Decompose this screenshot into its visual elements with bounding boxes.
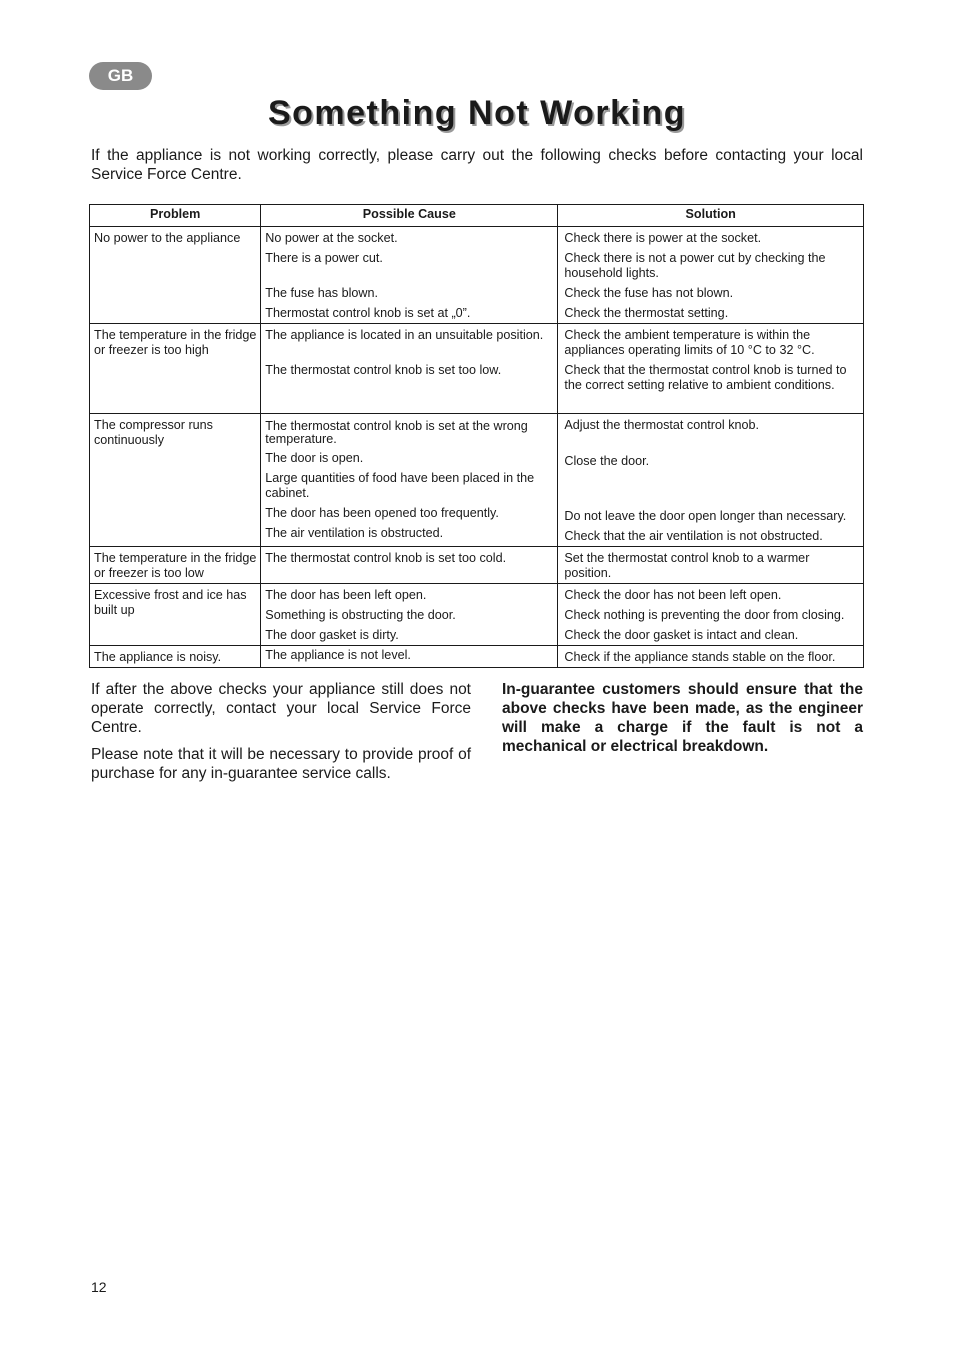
problem-cell: No power to the appliance: [90, 227, 261, 324]
cause-cell: [261, 324, 558, 414]
page-number: 12: [91, 1279, 107, 1295]
cause-item: The air ventilation is obstructed.: [265, 526, 444, 540]
table-row: [90, 646, 864, 668]
problem-cell: The temperature in the fridge or freezer is too low: [90, 547, 261, 584]
table-row: [90, 324, 864, 414]
cause-item: The door gasket is dirty.: [265, 628, 399, 642]
solution-cell: [558, 414, 864, 547]
problem-cell: The compressor runs continuously: [90, 414, 261, 547]
table-row: [90, 584, 864, 646]
table-row: [90, 414, 864, 547]
solution-item: Check the door gasket is intact and clean.: [564, 628, 799, 642]
solution-item: Check the door has not been left open.: [564, 588, 782, 602]
solution-item: Check the ambient temperature is within the appliances operating limits of 10 °C to 32 °C.: [564, 328, 815, 357]
page-title: Something Not Working: [267, 94, 687, 132]
solution-cell: [558, 324, 864, 414]
problem-cell: The appliance is noisy.: [90, 646, 261, 668]
solution-item: Set the thermostat control knob to a warmer position.: [564, 551, 810, 580]
cause-cell: [261, 227, 558, 324]
intro-paragraph: If the appliance is not working correctly, please carry out the following checks before contacting your local Service Force Centre.: [91, 147, 863, 183]
cause-cell: [261, 584, 558, 646]
after-checks-notes: [91, 680, 471, 791]
table-row: [90, 227, 864, 324]
solution-cell: [558, 646, 864, 668]
solution-cell: [558, 227, 864, 324]
column-header-problem: Problem: [90, 205, 261, 227]
solution-item: Check the thermostat setting.: [564, 306, 729, 320]
cause-item: The door has been opened too frequently.: [265, 506, 499, 520]
problem-cell: The temperature in the fridge or freezer is too high: [90, 324, 261, 414]
cause-item: The door is open.: [265, 451, 364, 465]
problem-cell: Excessive frost and ice has built up: [90, 584, 261, 646]
cause-item: The thermostat control knob is set too cold.: [265, 551, 507, 565]
contact-service-paragraph: If after the above checks your appliance still does not operate correctly, contact your local Service Force Centre.: [91, 681, 471, 736]
guarantee-notice: In-guarantee customers should ensure that the above checks have been made, as the engineer will make a charge if the fault is not a mechanical or electrical breakdown.: [502, 681, 863, 755]
cause-cell: [261, 414, 558, 547]
cause-item: Something is obstructing the door.: [265, 608, 456, 622]
cause-item: The door has been left open.: [265, 588, 427, 602]
cause-item: Thermostat control knob is set at „0”.: [265, 306, 471, 320]
solution-item: Check there is not a power cut by checking the household lights.: [564, 251, 826, 280]
cause-item: The thermostat control knob is set too low.: [265, 363, 502, 377]
solution-cell: [558, 547, 864, 584]
column-header-solution: Solution: [558, 205, 864, 227]
cause-cell: [261, 547, 558, 584]
solution-item: Check that the thermostat control knob is turned to the correct setting relative to ambient conditions.: [564, 363, 847, 392]
solution-item: [564, 474, 859, 504]
solution-item: Adjust the thermostat control knob.: [564, 418, 759, 432]
table-row: [90, 547, 864, 584]
cause-item: The thermostat control knob is set at the wrong temperature.: [265, 419, 528, 446]
table-header-row: [90, 205, 864, 227]
solution-item: Check there is power at the socket.: [564, 231, 762, 245]
cause-item: The appliance is located in an unsuitable position.: [265, 328, 544, 342]
solution-item: Check if the appliance stands stable on the floor.: [564, 650, 836, 664]
proof-of-purchase-paragraph: Please note that it will be necessary to provide proof of purchase for any in-guarantee service calls.: [91, 746, 471, 782]
cause-item: Large quantities of food have been placed in the cabinet.: [265, 471, 535, 500]
language-badge: GB: [89, 62, 152, 90]
solution-cell: [558, 584, 864, 646]
solution-item: Do not leave the door open longer than necessary.: [564, 509, 847, 523]
cause-cell: [261, 646, 558, 668]
cause-item: There is a power cut.: [265, 251, 383, 265]
solution-item: Check the fuse has not blown.: [564, 286, 734, 300]
cause-item: No power at the socket.: [265, 231, 398, 245]
cause-item: The appliance is not level.: [265, 648, 411, 662]
solution-item: Check nothing is preventing the door from closing.: [564, 608, 845, 622]
solution-item: Check that the air ventilation is not obstructed.: [564, 529, 823, 543]
solution-item: Close the door.: [564, 454, 650, 468]
column-header-cause: Possible Cause: [261, 205, 558, 227]
cause-item: The fuse has blown.: [265, 286, 379, 300]
troubleshooting-table: [89, 204, 864, 668]
